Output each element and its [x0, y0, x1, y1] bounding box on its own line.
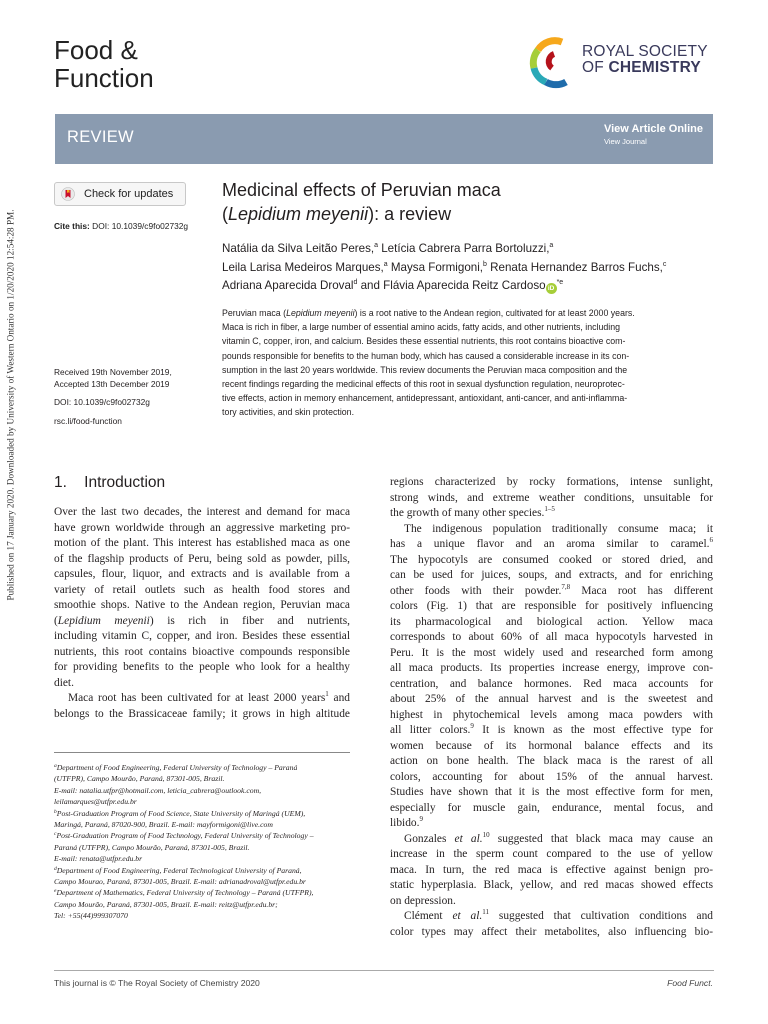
text-run: Department of Food Engineering, Federal University of Technology – Paraná	[56, 763, 298, 772]
superscript: d	[353, 279, 358, 286]
text-run: suggested that cultivation conditions and	[489, 910, 713, 922]
text-run: Leila Larisa Medeiros Marques,	[222, 260, 384, 274]
text-run: Peruvian maca (	[222, 308, 287, 318]
text-run: Letícia Cabrera Parra Bortoluzzi,	[378, 242, 550, 255]
superscript: a	[549, 242, 554, 249]
text-run: Clément	[404, 910, 453, 922]
footnote-line	[54, 819, 354, 830]
body-text-line	[390, 878, 713, 894]
body-text-line	[390, 692, 713, 708]
abstract	[222, 306, 714, 420]
text-run: ) is rich in fiber and nutrients,	[149, 614, 350, 627]
text-run: pounds responsible for benefits to the human body, which has caused a considerable increase in its con-	[222, 350, 630, 361]
body-text-line	[390, 739, 713, 755]
text-run: sumption in the last 20 years worldwide. This review documents the Peruvian maca composition and the	[222, 364, 628, 375]
text-run: libido.	[390, 817, 420, 829]
superscript: 9	[470, 722, 474, 730]
text-run: Maca root has been cultivated for at least 2000 years	[68, 692, 326, 704]
italic-run: Lepidium meyenii	[57, 614, 150, 627]
text-run: Maca is rich in fiber, a large number of essential amino acids, fatty acids, and other nutrients, including	[222, 322, 621, 333]
article-title	[222, 178, 642, 226]
superscript: b	[54, 808, 57, 815]
abstract-line	[222, 377, 714, 391]
footnote-line	[54, 910, 354, 921]
text-run: have grown worldwide through an aggressive marketing pro-	[54, 521, 350, 534]
view-journal-link[interactable]: View Journal	[603, 137, 647, 146]
body-text-line	[390, 491, 713, 507]
body-text-line	[390, 661, 713, 677]
text-run: Tel: +55(44)999307070	[54, 911, 128, 921]
footnote-divider	[54, 752, 350, 753]
body-text-line	[54, 521, 350, 537]
text-run: the growth of many other species.	[390, 507, 545, 519]
text-run: has a unique flavor and an aroma similar to caramel.	[390, 538, 710, 550]
text-run: capsules, flour, liquor, and extracts and is available from a	[54, 568, 350, 580]
abstract-line	[222, 306, 714, 320]
publisher-name	[582, 44, 708, 76]
superscript: a	[54, 763, 57, 769]
text-run: Natália da Silva Leitão Peres,	[222, 242, 375, 255]
text-run: regions characterized by rocky formations, intense sunlight,	[390, 476, 713, 488]
body-text-line	[54, 629, 350, 645]
body-text-line	[390, 537, 713, 553]
body-text-line	[390, 475, 713, 491]
body-text-line	[390, 584, 713, 600]
text-run: motion of the plant. This interest has established maca as one	[54, 537, 350, 549]
body-column-left	[54, 505, 350, 722]
text-run: colors, accounting for about 15% of the annual harvest.	[390, 770, 713, 783]
body-text-line	[54, 536, 350, 552]
text-run: Adriana Aparecida Droval	[222, 279, 354, 292]
section-label: REVIEW	[67, 128, 134, 146]
footnote-line	[54, 842, 354, 853]
text-run: Post-Graduation Program of Food Technology, Federal University of Technology –	[56, 831, 314, 841]
text-run: on depression.	[390, 894, 456, 907]
text-run: E-mail: natalia.utfpr@hotmail.com, leticia_cabrera@outlook.com,	[54, 785, 262, 795]
footnote-line	[54, 773, 354, 784]
text-run: Maysa Formigoni,	[387, 260, 484, 274]
publisher-line1: ROYAL SOCIETY	[582, 43, 708, 60]
body-text-line	[54, 676, 350, 692]
text-run: It is known as the most effective type for	[473, 724, 713, 736]
body-text-line	[54, 691, 350, 707]
body-text-line	[390, 925, 713, 941]
body-text-line	[390, 646, 713, 662]
text-run: its pharmacological and biological action. Yellow maca	[390, 615, 713, 628]
body-text-line	[390, 909, 713, 925]
superscript: 1	[325, 690, 329, 698]
text-run: highest in phytochemical levels among maca powders with	[390, 708, 713, 721]
footnote-line	[54, 830, 354, 841]
italic-run: et al.	[454, 832, 483, 845]
superscript: *e	[556, 279, 564, 286]
text-run: tory activities, and skin protection.	[222, 407, 355, 418]
footer-copyright: This journal is © The Royal Society of Chemistry 2020	[54, 978, 260, 988]
superscript: d	[54, 865, 57, 872]
text-run: action on bone health. The black maca is the rarest of all	[390, 755, 713, 767]
text-run: The indigenous population traditionally consume maca; it	[404, 522, 713, 535]
italic-run: Lepidium meyenii	[286, 308, 355, 318]
text-run: all maca products. Its properties increase energy, improve con-	[390, 662, 713, 674]
body-text-line	[390, 506, 713, 522]
superscript: 9	[419, 815, 423, 823]
body-text-line	[390, 522, 713, 538]
body-text-line	[390, 630, 713, 646]
footnote-line	[54, 865, 354, 876]
text-run: women because of its hormonal balance effects and its	[390, 739, 713, 752]
publication-sidenote	[4, 180, 18, 630]
publisher-line2	[582, 60, 708, 76]
text-run: Maringá, Paraná, 87020-900, Brazil. E-mail: mayformigoni@live.com	[54, 820, 273, 830]
footnote-line	[54, 785, 354, 796]
text-run: Maca root has different	[570, 584, 713, 597]
text-run: increase in the sperm count compared to the use of yellow	[390, 848, 713, 860]
text-run: smoothie shops. Native to the Andean region, Peruvian maca	[54, 599, 350, 611]
italic-run: et al.	[452, 910, 483, 922]
text-run: other foods with their powder.	[390, 584, 562, 597]
text-run: nutrients, this root contains bioactive compounds responsible	[54, 645, 350, 658]
body-text-line	[390, 568, 713, 584]
section-heading-introduction: 1. Introduction	[54, 474, 166, 491]
body-text-line	[54, 645, 350, 661]
text-run: Over the last two decades, the interest and demand for maca	[54, 506, 350, 518]
journal-title[interactable]	[54, 36, 254, 92]
text-run: recent findings regarding the medicinal effects of this root in sexual dysfunction regulation, neuroprotec-	[222, 379, 625, 390]
footnote-line	[54, 808, 354, 819]
bookmark-icon	[61, 187, 75, 201]
body-text-line	[54, 598, 350, 614]
footnote-line	[54, 876, 354, 887]
text-run: Post-Graduation Program of Food Science, State University of Maringá (UEM),	[56, 808, 306, 818]
abstract-line	[222, 363, 714, 377]
text-run: Paraná (UTFPR), Campo Mourão, Paraná, 87301-005, Brazil.	[54, 842, 250, 852]
superscript: 7,8	[561, 582, 571, 591]
text-run: tive effects, action in memory enhancement, antidepressant, antioxidant, anti-cancer, and anti-inflamma-	[222, 393, 628, 404]
footer-divider	[54, 970, 714, 971]
text-run: leilamarques@utfpr.edu.br	[54, 797, 137, 807]
text-run: E-mail: renata@utfpr.edu.br	[54, 854, 143, 864]
footer-journal-abbrev: Food Funct.	[667, 978, 713, 988]
abstract-line	[222, 320, 714, 334]
text-run: suggested that black maca may cause an	[489, 832, 713, 845]
body-text-line	[54, 707, 350, 723]
body-text-line	[390, 801, 713, 817]
article-history	[54, 366, 172, 427]
cite-doi: DOI: 10.1039/c9fo02732g	[89, 221, 189, 231]
check-for-updates-button[interactable]	[54, 182, 186, 206]
body-text-line	[390, 615, 713, 631]
text-run: Gonzales	[404, 832, 455, 845]
text-run: variety of retail outlets such as health food stores and	[54, 583, 350, 596]
abstract-line	[222, 405, 714, 419]
view-links	[604, 123, 703, 146]
text-run: static hyperplasia. Black, yellow, and red macas showed effects	[390, 879, 713, 891]
superscript: a	[374, 242, 379, 249]
abstract-line	[222, 334, 714, 348]
text-run: diet.	[54, 676, 74, 689]
orcid-icon[interactable]: iD	[546, 283, 557, 294]
body-text-line	[54, 505, 350, 521]
check-for-updates-label: Check for updates	[84, 188, 174, 200]
text-run: Renata Hernandez Barros Fuchs,	[486, 260, 663, 274]
abstract-line	[222, 391, 714, 405]
affiliation-footnotes	[54, 762, 354, 922]
text-run: Campo Mourao, Paraná, 87301-005, Brazil. E-mail: adrianadroval@utfpr.edu.br	[54, 877, 306, 887]
cite-this	[54, 221, 188, 231]
article-title-line1: Medicinal effects of Peruvian maca	[222, 180, 501, 200]
body-text-line	[390, 785, 713, 801]
superscript: e	[54, 888, 57, 895]
title-species: Lepidium meyenii	[228, 204, 369, 224]
text-run: including vitamin C, copper, and iron. Besides these essential	[54, 630, 350, 642]
body-text-line	[54, 660, 350, 676]
text-run: can be used for juices, soups, and extracts, and for enriching	[390, 569, 713, 581]
body-text-line	[390, 863, 713, 879]
body-text-line	[390, 832, 713, 848]
text-run: maca. In turn, the red maca is effective against benign pro-	[390, 863, 713, 876]
text-run: Department of Food Engineering, Federal Technological University of Paraná,	[56, 865, 302, 875]
text-run: belongs to the Brassicaceae family; it grows in high altitude	[54, 707, 350, 720]
body-text-line	[390, 770, 713, 786]
text-run: especially for muscle gain, endurance, mental focus, and	[390, 801, 713, 814]
text-run: (	[54, 614, 58, 627]
article-title-line2	[222, 202, 642, 226]
footnote-line	[54, 887, 354, 898]
body-text-line	[390, 754, 713, 770]
footnote-line	[54, 853, 354, 864]
body-text-line	[390, 708, 713, 724]
text-run: for providing benefits to the people who look for a healthy	[54, 661, 350, 673]
body-text-line	[390, 677, 713, 693]
author-line	[222, 275, 714, 294]
view-article-online-link[interactable]: View Article Online	[603, 123, 703, 135]
superscript: 11	[482, 908, 490, 916]
text-run: Campo Mourão, Paraná, 87301-005, Brazil. E-mail: reitz@utfpr.edu.br;	[54, 899, 278, 909]
abstract-line	[222, 349, 714, 363]
text-run: about 25% of the annual harvest and is the sweetest and	[390, 693, 713, 705]
text-run: colors (Fig. 1) that are responsible for positively influencing	[390, 600, 713, 612]
received-date: Received 19th November 2019,	[54, 367, 172, 377]
text-run: The hypocotyls are consumed cooked or stored dried, and	[390, 553, 713, 566]
journal-title-line2: Function	[54, 63, 154, 93]
body-text-line	[54, 583, 350, 599]
text-run: Studies have shown that it is the most effective form for men,	[390, 786, 713, 798]
publisher-line2-bold: CHEMISTRY	[608, 59, 701, 76]
superscript: 6	[709, 536, 713, 544]
journal-title-line1: Food &	[54, 35, 138, 65]
body-text-line	[390, 847, 713, 863]
cite-label: Cite this:	[54, 221, 90, 231]
article-doi[interactable]: DOI: 10.1039/c9fo02732g	[54, 397, 150, 407]
accepted-date: Accepted 13th December 2019	[54, 379, 170, 389]
body-text-line	[390, 553, 713, 569]
body-text-line	[390, 599, 713, 615]
author-list	[222, 238, 714, 294]
title-rest: ): a review	[368, 204, 452, 224]
text-run: color types may affect their metabolites, also influencing bio-	[390, 925, 713, 938]
body-column-right	[390, 475, 713, 940]
body-text-line	[54, 567, 350, 583]
text-run: ) is a root native to the Andean region, cultivated for at least 2000 years.	[354, 308, 635, 318]
footnote-line	[54, 899, 354, 910]
superscript: c	[54, 831, 57, 838]
text-run: Department of Mathematics, Federal University of Technology – Paraná (UTFPR),	[56, 888, 314, 898]
text-run: strong winds, and extreme weather conditions, unsuitable for	[390, 491, 713, 504]
text-run: centration, and balance hormones. Red maca accounts for	[390, 677, 713, 690]
superscript: a	[383, 260, 388, 268]
publisher-line2-prefix: OF	[582, 59, 609, 76]
footnote-line	[54, 796, 354, 807]
superscript: 10	[482, 830, 490, 839]
text-run: vitamin C, copper, iron, and calcium. Besides these essential nutrients, this root contains bioactive com-	[222, 336, 626, 347]
body-text-line	[54, 552, 350, 568]
text-run: Peru. It is the most widely used and researched form among	[390, 646, 713, 659]
body-text-line	[390, 894, 713, 910]
sidenote-text: Published on 17 January 2020. Downloaded by University of Western Ontario on 1/20/2020 12:54:28 PM.	[6, 209, 16, 601]
text-run: of the flagship products of Peru, being sold as powder, pills,	[54, 552, 350, 565]
text-run: and Flávia Aparecida Reitz Cardoso	[357, 279, 546, 292]
text-run: (UTFPR), Campo Mourão, Paraná, 87301-005, Brazil.	[54, 774, 225, 784]
text-run: and	[328, 692, 351, 704]
superscript: b	[483, 260, 487, 268]
author-line	[222, 238, 714, 257]
text-run: all litter colors.	[390, 724, 471, 736]
author-line	[222, 257, 714, 276]
body-text-line	[390, 723, 713, 739]
journal-link[interactable]: rsc.li/food-function	[54, 416, 122, 426]
superscript: 1–5	[544, 505, 555, 513]
body-text-line	[54, 614, 350, 630]
text-run: corresponds to about 60% of all maca hypocotyls harvested in	[390, 631, 713, 643]
section-banner	[55, 114, 713, 164]
title-paren: (	[222, 204, 228, 224]
superscript: c	[662, 260, 667, 268]
footnote-line	[54, 762, 354, 773]
body-text-line	[390, 816, 713, 832]
